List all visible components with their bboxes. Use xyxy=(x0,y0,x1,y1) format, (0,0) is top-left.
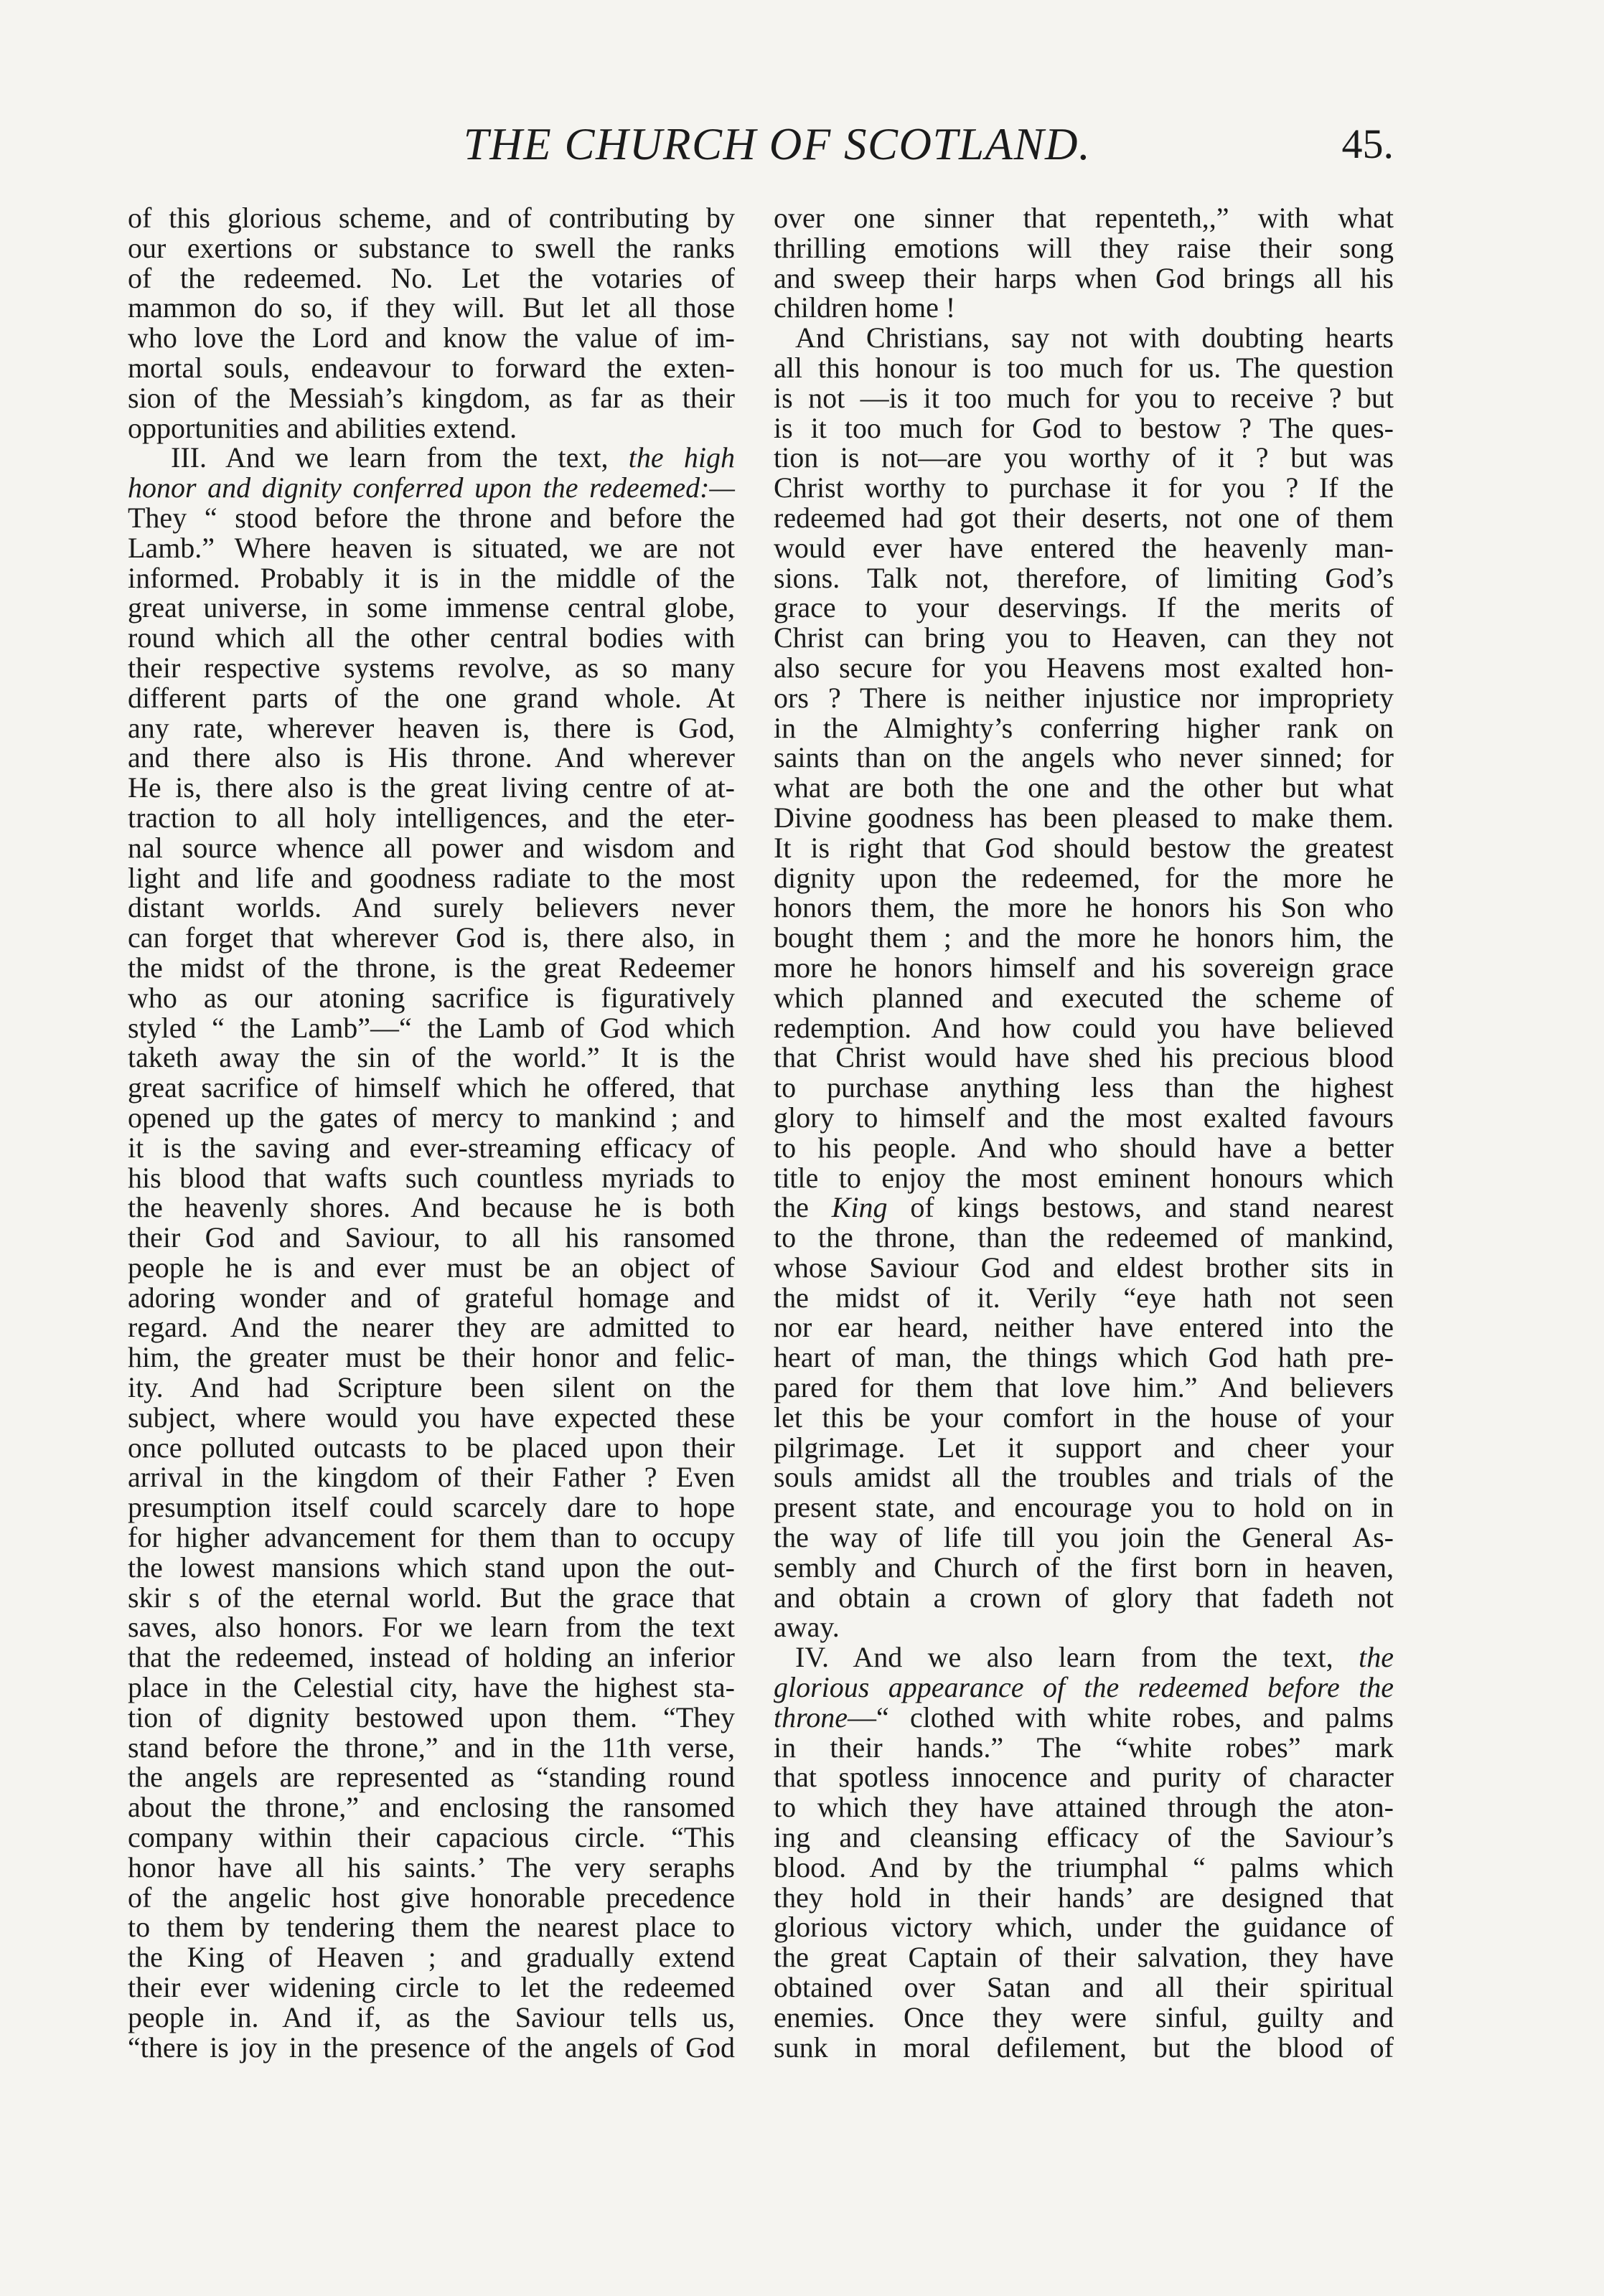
text-line: his blood that wafts such countless myriads to xyxy=(128,1161,735,1194)
text-line: It is right that God should bestow the greatest xyxy=(774,831,1394,864)
text-line: distant worlds. And surely believers never xyxy=(128,891,735,924)
text-line: mammon do so, if they will. But let all those xyxy=(128,291,735,324)
text-line: skir s of the eternal world. But the grace that xyxy=(128,1581,735,1614)
text-line: is not —is it too much for you to receive ? but xyxy=(774,381,1394,414)
text-line: also secure for you Heavens most exalted hon- xyxy=(774,651,1394,684)
text-line: would ever have entered the heavenly man- xyxy=(774,531,1394,564)
text-line: dignity upon the redeemed, for the more he xyxy=(774,861,1394,894)
italic-text-run: glorious appearance of the redeemed before the xyxy=(774,1671,1394,1704)
italic-text-run: the xyxy=(1359,1641,1394,1674)
text-line: place in the Celestial city, have the highest sta- xyxy=(128,1671,735,1704)
text-line: to them by tendering them the nearest place to xyxy=(128,1911,735,1944)
text-line: what are both the one and the other but what xyxy=(774,771,1394,804)
text-line: once polluted outcasts to be placed upon their xyxy=(128,1431,735,1464)
text-line: that Christ would have shed his precious blood xyxy=(774,1041,1394,1074)
text-line: ity. And had Scripture been silent on the xyxy=(128,1371,735,1404)
text-line: and sweep their harps when God brings all his xyxy=(774,261,1394,294)
text-line: obtained over Satan and all their spiritual xyxy=(774,1971,1394,2004)
text-line: And Christians, say not with doubting hearts xyxy=(795,321,1394,354)
text-line: to the throne, than the redeemed of mankind, xyxy=(774,1221,1394,1254)
text-line: to purchase anything less than the highest xyxy=(774,1071,1394,1104)
text-line: opened up the gates of mercy to mankind ; and xyxy=(128,1101,735,1134)
text-line: bought them ; and the more he honors him, the xyxy=(774,921,1394,954)
text-line: company within their capacious circle. “This xyxy=(128,1821,735,1854)
text-line: saves, also honors. For we learn from the text xyxy=(128,1611,735,1644)
text-line: sunk in moral defilement, but the blood of xyxy=(774,2031,1394,2064)
text-run: —“ clothed with white robes, and palms xyxy=(847,1700,1394,1733)
text-line: any rate, wherever heaven is, there is God, xyxy=(128,711,735,744)
text-line: in the Almighty’s conferring higher rank on xyxy=(774,711,1394,744)
text-line: blood. And by the triumphal “ palms which xyxy=(774,1850,1394,1883)
text-line: their respective systems revolve, as so many xyxy=(128,651,735,684)
text-line: different parts of the one grand whole. At xyxy=(128,681,735,714)
text-line: of the redeemed. No. Let the votaries of xyxy=(128,261,735,294)
text-line: and obtain a crown of glory that fadeth not xyxy=(774,1581,1394,1614)
text-line: who as our atoning sacrifice is figuratively xyxy=(128,981,735,1014)
text-line: about the throne,” and enclosing the ransomed xyxy=(128,1791,735,1824)
text-line: the lowest mansions which stand upon the out- xyxy=(128,1551,735,1584)
running-head-title: THE CHURCH OF SCOTLAND. xyxy=(463,119,1092,169)
text-line: the midst of it. Verily “eye hath not seen xyxy=(774,1281,1394,1314)
text-line: enemies. Once they were sinful, guilty and xyxy=(774,2000,1394,2033)
text-line: sion of the Messiah’s kingdom, as far as their xyxy=(128,381,735,414)
text-line: of this glorious scheme, and of contributing by xyxy=(128,202,735,234)
text-line: light and life and goodness radiate to the most xyxy=(128,861,735,894)
text-line: ing and cleansing efficacy of the Saviour’s xyxy=(774,1821,1394,1854)
italic-text-run: honor and dignity conferred upon the redeemed:— xyxy=(128,471,735,504)
text-line: the midst of the throne, is the great Redeemer xyxy=(128,951,735,984)
text-line: is it too much for God to bestow ? The ques- xyxy=(774,411,1394,444)
text-run: III. And we learn from the text, xyxy=(171,441,629,474)
text-run: IV. And we also learn from the text, xyxy=(795,1641,1359,1674)
text-line: informed. Probably it is in the middle of the xyxy=(128,561,735,594)
text-line xyxy=(774,1192,1394,1223)
text-line: adoring wonder and of grateful homage and xyxy=(128,1281,735,1314)
text-line: tion is not—are you worthy of it ? but was xyxy=(774,441,1394,474)
text-line: let this be your comfort in the house of your xyxy=(774,1401,1394,1434)
text-line: nor ear heard, neither have entered into the xyxy=(774,1311,1394,1344)
text-line: to which they have attained through the aton- xyxy=(774,1791,1394,1824)
text-line: can forget that wherever God is, there also, in xyxy=(128,921,735,954)
text-line: redemption. And how could you have believed xyxy=(774,1011,1394,1044)
text-line: children home ! xyxy=(774,291,956,324)
text-line: in their hands.” The “white robes” mark xyxy=(774,1731,1394,1764)
text-line xyxy=(774,1700,1394,1733)
text-line: arrival in the kingdom of their Father ? Even xyxy=(128,1461,735,1494)
text-line: grace to your deservings. If the merits of xyxy=(774,591,1394,624)
text-line: pilgrimage. Let it support and cheer your xyxy=(774,1431,1394,1464)
text-line: mortal souls, endeavour to forward the exten- xyxy=(128,351,735,384)
text-line: Lamb.” Where heaven is situated, we are not xyxy=(128,531,735,564)
text-line: and there also is His throne. And wherever xyxy=(128,741,735,774)
text-line: thrilling emotions will they raise their song xyxy=(774,231,1394,264)
text-line: the King of Heaven ; and gradually extend xyxy=(128,1941,735,1974)
text-line: honors them, the more he honors his Son who xyxy=(774,891,1394,924)
text-line: title to enjoy the most eminent honours which xyxy=(774,1161,1394,1194)
text-line: Christ can bring you to Heaven, can they not xyxy=(774,621,1394,654)
text-line: of the angelic host give honorable precedence xyxy=(128,1881,735,1914)
text-line: their God and Saviour, to all his ransomed xyxy=(128,1221,735,1254)
text-line: presumption itself could scarcely dare to hope xyxy=(128,1491,735,1524)
text-line: over one sinner that repenteth,,” with what xyxy=(774,202,1394,234)
text-line: the heavenly shores. And because he is both xyxy=(128,1191,735,1224)
text-line: the angels are represented as “standing round xyxy=(128,1761,735,1794)
text-line: it is the saving and ever-streaming efficacy of xyxy=(128,1131,735,1164)
text-line: which planned and executed the scheme of xyxy=(774,981,1394,1014)
italic-text-run: the high xyxy=(628,441,736,474)
text-line: who love the Lord and know the value of im- xyxy=(128,321,735,354)
text-line xyxy=(774,1672,1394,1703)
text-line: redeemed had got their deserts, not one of them xyxy=(774,501,1394,534)
text-line: the way of life till you join the General As- xyxy=(774,1521,1394,1554)
text-line: him, the greater must be their honor and felic- xyxy=(128,1341,735,1374)
text-line: great universe, in some immense central globe, xyxy=(128,591,735,624)
text-line: sions. Talk not, therefore, of limiting God’s xyxy=(774,561,1394,594)
text-line: people he is and ever must be an object of xyxy=(128,1251,735,1284)
text-line: ors ? There is neither injustice nor impropriety xyxy=(774,681,1394,714)
text-line: subject, where would you have expected these xyxy=(128,1401,735,1434)
text-line: opportunities and abilities extend. xyxy=(128,411,517,444)
text-line: great sacrifice of himself which he offered, that xyxy=(128,1071,735,1104)
text-line: honor have all his saints.’ The very seraphs xyxy=(128,1850,735,1883)
text-line: our exertions or substance to swell the ranks xyxy=(128,231,735,264)
text-line: stand before the throne,” and in the 11th verse, xyxy=(128,1731,735,1764)
text-line: styled “ the Lamb”—“ the Lamb of God which xyxy=(128,1011,735,1044)
text-line: “there is joy in the presence of the angels of God xyxy=(128,2031,735,2064)
text-line: nal source whence all power and wisdom and xyxy=(128,831,735,864)
text-line: traction to all holy intelligences, and the eter- xyxy=(128,801,735,834)
italic-text-run: King xyxy=(831,1191,888,1224)
right-column xyxy=(774,203,1394,2062)
text-line xyxy=(128,443,735,473)
text-line xyxy=(128,473,735,503)
italic-text-run: throne xyxy=(774,1700,848,1733)
text-line: to his people. And who should have a better xyxy=(774,1131,1394,1164)
text-line: glory to himself and the most exalted favours xyxy=(774,1101,1394,1134)
text-line: their ever widening circle to let the redeemed xyxy=(128,1971,735,2004)
text-line: round which all the other central bodies with xyxy=(128,621,735,654)
text-line: present state, and encourage you to hold on in xyxy=(774,1491,1394,1524)
text-line: tion of dignity bestowed upon them. “They xyxy=(128,1700,735,1733)
text-line: away. xyxy=(774,1611,840,1644)
text-line: the great Captain of their salvation, they have xyxy=(774,1941,1394,1974)
text-line: pared for them that love him.” And believers xyxy=(774,1371,1394,1404)
text-line: regard. And the nearer they are admitted to xyxy=(128,1311,735,1344)
text-line: all this honour is too much for us. The question xyxy=(774,351,1394,384)
text-line: saints than on the angels who never sinned; for xyxy=(774,741,1394,774)
text-run: the xyxy=(774,1191,832,1224)
text-line: they hold in their hands’ are designed that xyxy=(774,1881,1394,1914)
text-run: of kings bestows, and stand nearest xyxy=(887,1191,1394,1224)
text-line: They “ stood before the throne and before the xyxy=(128,501,735,534)
text-line: souls amidst all the troubles and trials of the xyxy=(774,1461,1394,1494)
text-line xyxy=(774,1642,1394,1672)
text-line: for higher advancement for them than to occupy xyxy=(128,1521,735,1554)
page-number: 45. xyxy=(1341,121,1394,167)
text-line: whose Saviour God and eldest brother sits in xyxy=(774,1251,1394,1284)
text-line: taketh away the sin of the world.” It is the xyxy=(128,1041,735,1074)
text-line: He is, there also is the great living centre of at- xyxy=(128,771,735,804)
text-line: that the redeemed, instead of holding an inferior xyxy=(128,1641,735,1674)
text-line: glorious victory which, under the guidance of xyxy=(774,1911,1394,1944)
text-line: sembly and Church of the first born in heaven, xyxy=(774,1551,1394,1584)
text-line: that spotless innocence and purity of character xyxy=(774,1761,1394,1794)
text-line: heart of man, the things which God hath pre- xyxy=(774,1341,1394,1374)
left-column xyxy=(128,203,735,2062)
text-line: Divine goodness has been pleased to make them. xyxy=(774,801,1394,834)
text-line: Christ worthy to purchase it for you ? If the xyxy=(774,471,1394,504)
text-line: people in. And if, as the Saviour tells us, xyxy=(128,2000,735,2033)
text-line: more he honors himself and his sovereign grace xyxy=(774,951,1394,984)
